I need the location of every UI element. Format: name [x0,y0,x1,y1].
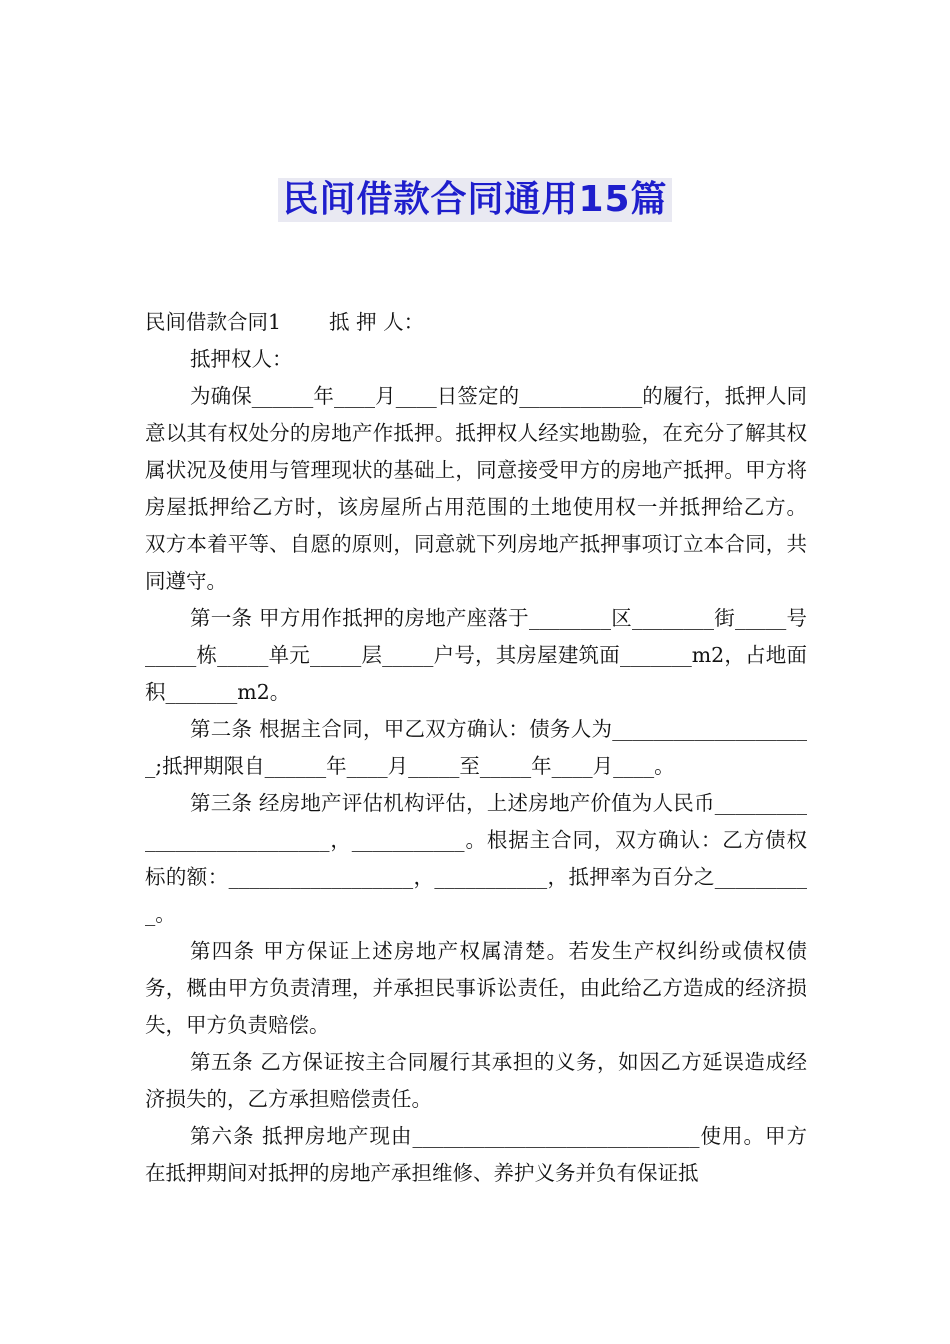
mortgagor-label: 抵 押 人： [329,310,425,334]
heading-line [145,304,807,341]
paragraph-article-1: 第一条 甲方用作抵押的房地产座落于________区________街_____号_____栋_____单元_____层_____户号，其房屋建筑面_______m2，占地面积_______m2。 [145,606,807,704]
document-body [145,304,807,1192]
paragraph-article-5: 第五条 乙方保证按主合同履行其承担的义务，如因乙方延误造成经济损失的，乙方承担赔偿责任。 [145,1050,807,1111]
title-wrap [0,178,950,222]
paragraph-article-2: 第二条 根据主合同，甲乙双方确认：债务人为____________________;抵押期限自______年____月_____至_____年____月____。 [145,717,807,778]
document-title: 民间借款合同通用15篇 [278,178,671,222]
paragraph-mortgagee: 抵押权人： [190,347,293,371]
paragraph-preamble: 为确保______年____月____日签定的____________的履行，抵押人同意以其有权处分的房地产作抵押。抵押权人经实地勘验，在充分了解其权属状况及使用与管理现状的基础上，同意接受甲方的房地产抵押。甲方将房屋抵押给乙方时，该房屋所占用范围的土地使用权一并抵押给乙方。 双方本着平等、自愿的原则，同意就下列房地产抵押事项订立本合同，共同遵守。 [145,384,807,593]
section-label: 民间借款合同1 [145,310,282,334]
paragraph-article-3: 第三条 经房地产评估机构评估，上述房地产价值为人民币___________________________，___________。根据主合同，双方确认：乙方债权标的额：__________________，___________，抵押率为百分之__________。 [145,791,807,926]
paragraph-article-6: 第六条 抵押房地产现由____________________________使用。甲方在抵押期间对抵押的房地产承担维修、养护义务并负有保证抵 [145,1124,807,1185]
paragraph-article-4: 第四条 甲方保证上述房地产权属清楚。若发生产权纠纷或债权债务，概由甲方负责清理，并承担民事诉讼责任，由此给乙方造成的经济损失，甲方负责赔偿。 [145,939,807,1037]
